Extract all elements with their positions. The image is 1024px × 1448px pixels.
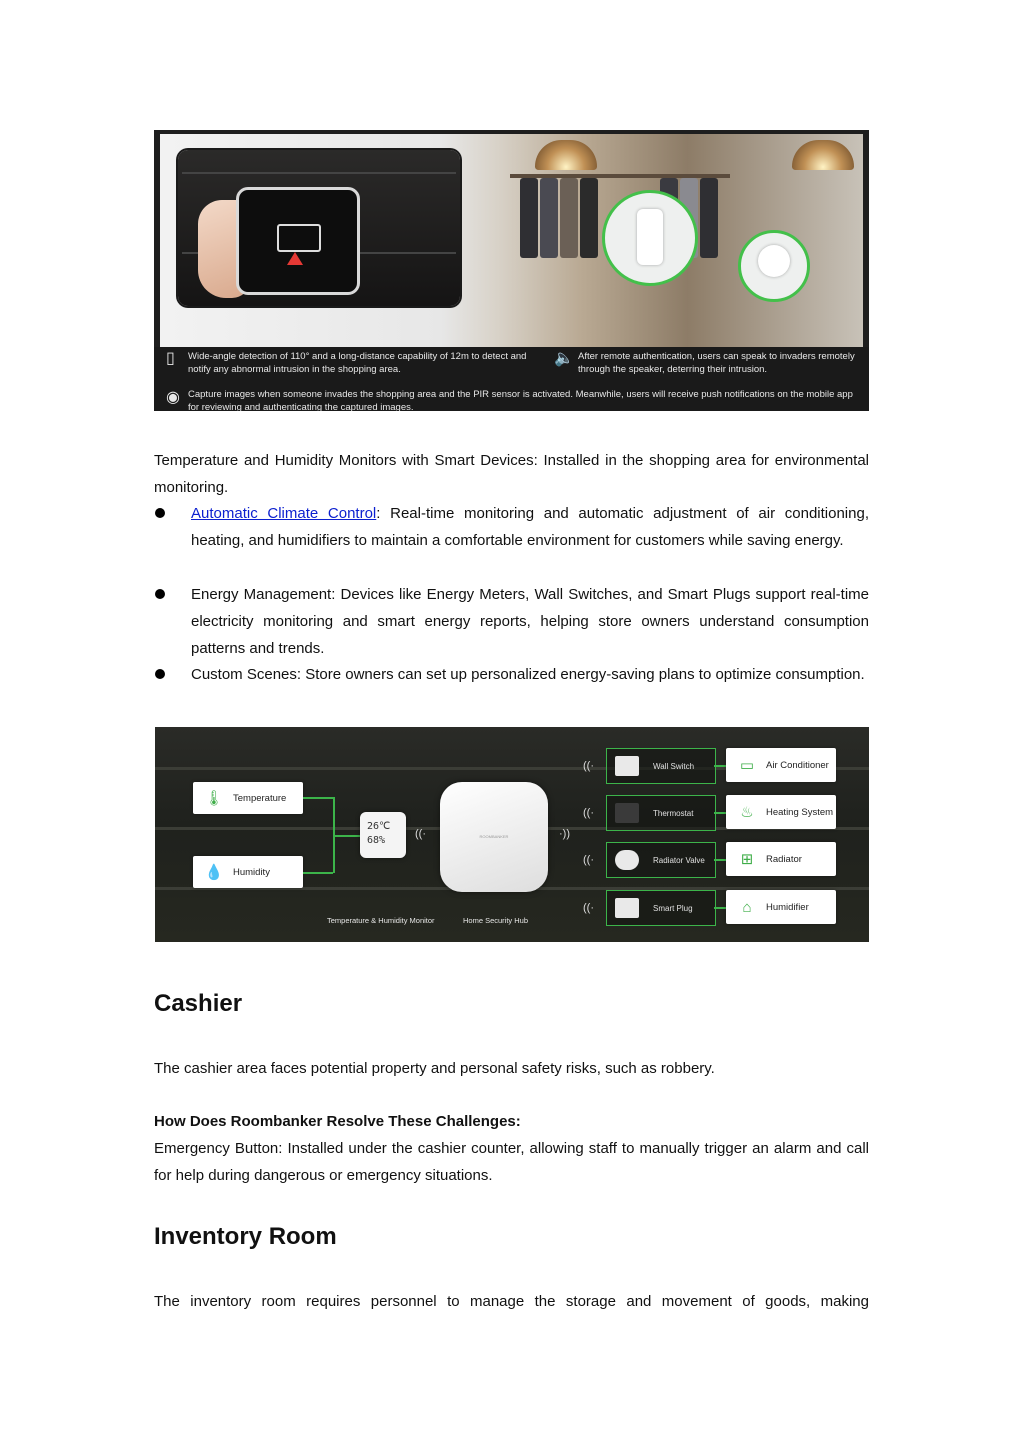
inventory-paragraph: The inventory room requires personnel to manage the storage and movement of goods, making (154, 1293, 869, 1310)
device-wall-switch: Wall Switch (606, 748, 716, 784)
droplet-icon: 💧 (204, 864, 224, 881)
speaker-icon: 🔈 (554, 350, 574, 367)
temperature-humidity-monitor: 26℃ 68% (360, 812, 406, 858)
caption-detection: Wide-angle detection of 110° and a long-distance capability of 12m to detect and notify any abnormal intrusion in the shopping area. (188, 351, 527, 375)
caption-capture: Capture images when someone invades the shopping area and the PIR sensor is activated. Meanwhile, users will receive push notifications on the mobile app for reviewing and authenticating the captured images. (188, 389, 853, 411)
pir-sensor-icon: ▯ (166, 350, 175, 367)
wireless-icon: ·)) (559, 828, 570, 840)
bullet-custom-scenes: Custom Scenes: Store owners can set up personalized energy-saving plans to optimize consumption. (191, 666, 865, 683)
device-thermostat: Thermostat (606, 795, 716, 831)
inventory-heading: Inventory Room (154, 1223, 337, 1250)
bullet-climate-text: : Real-time monitoring and automatic adjustment of air conditioning, heating, and humidifiers to maintain a comfortable environment for customers while saving energy. (191, 505, 869, 549)
humidifier-icon: ⌂ (742, 898, 752, 916)
output-radiator: ⊞ Radiator (726, 842, 836, 876)
wireless-icon: ((· (583, 807, 594, 819)
pendant-lamp (792, 140, 854, 170)
climate-control-link[interactable]: Automatic Climate Control (191, 505, 377, 522)
cashier-heading: Cashier (154, 990, 243, 1017)
output-heating-system: ♨ Heating System (726, 795, 836, 829)
bullet-dot (155, 508, 165, 518)
video-icon (277, 224, 321, 252)
wireless-icon: ((· (583, 854, 594, 866)
feature-captions (154, 347, 869, 411)
store-photo (160, 134, 863, 347)
bullet-dot (155, 589, 165, 599)
dark-store-panel (178, 150, 460, 306)
thermometer-icon: 🌡 (204, 790, 224, 807)
device-radiator-valve: Radiator Valve (606, 842, 716, 878)
camera-icon: ◉ (166, 389, 180, 406)
input-humidity: 💧 Humidity (193, 856, 303, 888)
cashier-subheading: How Does Roombanker Resolve These Challenges: (154, 1113, 521, 1130)
security-illustration (154, 130, 869, 411)
hub-label: Home Security Hub (463, 916, 529, 925)
cashier-solution: Emergency Button: Installed under the cashier counter, allowing staff to manually trigger an alarm and call for help during dangerous or emergency situations. (154, 1140, 869, 1184)
air-conditioner-icon: ▭ (739, 757, 755, 774)
climate-control-diagram (155, 727, 869, 942)
wireless-icon: ((· (415, 828, 426, 840)
phone-image (236, 187, 360, 295)
intro-paragraph: Temperature and Humidity Monitors with Smart Devices: Installed in the shopping area for environmental monitoring. (154, 452, 869, 496)
heating-icon: ♨ (740, 804, 754, 821)
wireless-icon: ((· (583, 902, 594, 914)
output-humidifier: ⌂ Humidifier (726, 890, 836, 924)
device-smart-plug: Smart Plug (606, 890, 716, 926)
bullet-climate-control (191, 500, 869, 554)
bullet-energy-management: Energy Management: Devices like Energy Meters, Wall Switches, and Smart Plugs support real-time electricity monitoring and smart energy reports, helping store owners understand consumption patterns and trends. (191, 586, 869, 657)
pir-sensor-image (602, 190, 698, 286)
camera-image (738, 230, 810, 302)
pendant-lamp (535, 140, 597, 170)
input-temperature: 🌡 Temperature (193, 782, 303, 814)
output-air-conditioner: ▭ Air Conditioner (726, 748, 836, 782)
caption-speaker: After remote authentication, users can speak to invaders remotely through the speaker, deterring their intrusion. (578, 351, 855, 375)
monitor-label: Temperature & Humidity Monitor (327, 916, 435, 925)
warning-icon (287, 252, 303, 265)
radiator-icon: ⊞ (740, 851, 754, 868)
cashier-paragraph: The cashier area faces potential property and personal safety risks, such as robbery. (154, 1060, 715, 1077)
security-hub-image: ROOMBANKER (440, 782, 548, 892)
bullet-dot (155, 669, 165, 679)
wireless-icon: ((· (583, 760, 594, 772)
